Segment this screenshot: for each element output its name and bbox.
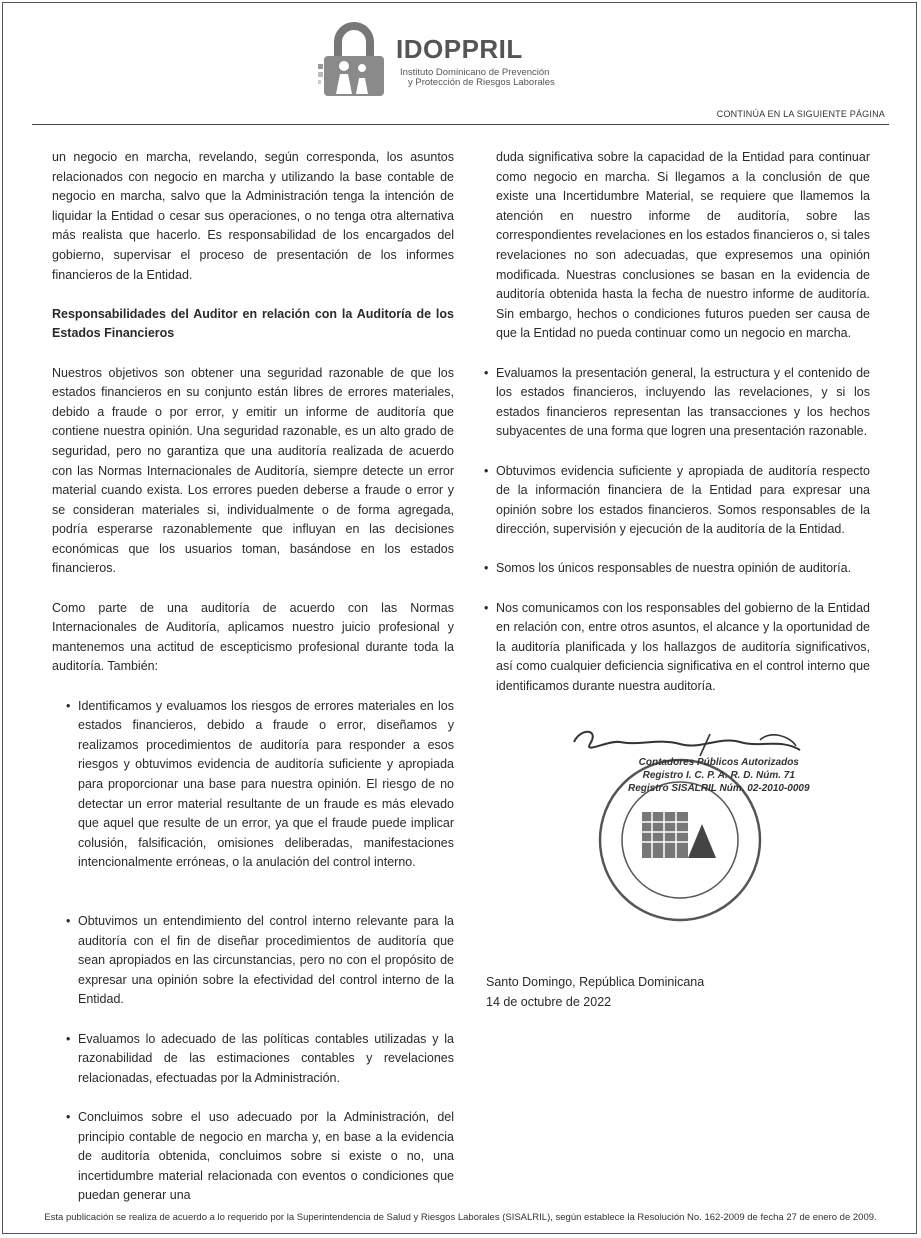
paragraph: un negocio en marcha, revelando, según corresponda, los asuntos relacionados con negocio en marcha y utilizando la base contable de negocio en marcha, salvo que la Administración tenga la intención de liquidar la Entidad o cesar sus operaciones, o no tenga otra alternativa más realista que hacerlo. Es responsabilidad de los encargados del gobierno, supervisar el proceso de presentación de los informes financieros de la Entidad. [52, 150, 454, 282]
place: Santo Domingo, República Dominicana [486, 975, 705, 989]
logo-subtitle-line1: Instituto Dominicano de Prevención [400, 67, 550, 78]
signature-line2: Registro I. C. P. A. R. D. Núm. 71 [642, 770, 795, 781]
signature-line1: Contadores Públicos Autorizados [638, 757, 799, 768]
list-item-text: Identificamos y evaluamos los riesgos de errores materiales en los estados financieros, debido a fraude o error, diseñamos y realizamos procedimientos de auditoría para responder a esos riesgos y obtuvimos evidencia de auditoría suficiente y apropiada para proporcionar una base para nuestra opinión. El riesgo de no detectar un error material resultante de un fraude es más elevado que aquel que resulte de un error, ya que el fraude puede implicar colusión, falsificación, omisiones deliberadas, manifestaciones intencionalmente erróneas, o la anulación del control interno. [78, 698, 454, 870]
list-item [484, 462, 870, 540]
list-item [52, 912, 454, 1010]
header [0, 0, 921, 126]
paragraph: Como parte de una auditoría de acuerdo con las Normas Internacionales de Auditoría, aplicamos nuestro juicio profesional y mantenemos una actitud de escepticismo profesional durante toda la auditoría. También: [52, 600, 454, 674]
list-item [52, 1030, 454, 1089]
list-item-text: Evaluamos la presentación general, la estructura y el contenido de los estados financieros, incluyendo las revelaciones, y si los estados financieros representan las transacciones y los hechos subyacentes de una forma que logren una presentación razonable. [496, 365, 870, 439]
signature-caption [628, 756, 810, 795]
logo [318, 22, 558, 102]
paragraph: Nuestros objetivos son obtener una seguridad razonable de que los estados financieros en su conjunto están libres de errores materiales, debido a fraude o por error, y emitir un informe de auditoría que contiene nuestra opinión. Una seguridad razonable, es un alto grado de seguridad, pero no garantiza que una auditoría realizada de acuerdo con las Normas Internacionales de Auditoría, siempre detecte un error material cuando exista. Los errores pueden deberse a fraude o error y se consideran materiales si, individualmente o de forma agregada, podría esperarse razonablemente que influyan en las decisiones económicas que los usuarios toman, basándose en los estados financieros. [52, 365, 454, 576]
place-and-date [486, 973, 704, 1012]
list-item-text: Evaluamos lo adecuado de las políticas contables utilizadas y la razonabilidad de las estimaciones contables y revelaciones relacionadas, efectuadas por la Administración. [78, 1031, 454, 1085]
header-rule [32, 124, 889, 125]
logo-subtitle-line2: y Protección de Riesgos Laborales [408, 77, 555, 88]
paragraph: duda significativa sobre la capacidad de la Entidad para continuar como negocio en marcha. Si llegamos a la conclusión de que existe una Incertidumbre Material, se requiere que llamemos la atención en nuestro informe de auditoría, sobre las correspondientes revelaciones en los estados financieros o, si tales revelaciones no son adecuadas, que expresemos una opinión modificada. Nuestras conclusiones se basan en la evidencia de auditoría obtenida hasta la fecha de nuestro informe de auditoría. Sin embargo, hechos o condiciones futuros pueden ser causa de que la Entidad no pueda continuar como un negocio en marcha. [496, 150, 870, 341]
continues-next-page: CONTINÚA EN LA SIGUIENTE PÁGINA [716, 109, 885, 119]
bullet: • [66, 913, 71, 928]
bullet: • [66, 1109, 71, 1124]
list-item [52, 697, 454, 873]
signature-stamp [560, 720, 820, 930]
list-item [484, 364, 870, 442]
logo-subtitle [400, 68, 555, 88]
bullet: • [66, 698, 71, 713]
list-item-text: Nos comunicamos con los responsables del gobierno de la Entidad en relación con, entre otros asuntos, el alcance y la oportunidad de la auditoría planificada y los hallazgos de auditoría significativos, así como cualquier deficiencia significativa en el control interno que identificamos durante nuestra auditoría. [496, 600, 870, 694]
list-item [484, 599, 870, 697]
signature-line3: Registro SISALRIL Núm. 02-2010-0009 [628, 783, 810, 794]
idoppril-logo-icon [318, 22, 396, 102]
left-column [52, 148, 454, 1225]
list-item-text: Obtuvimos un entendimiento del control interno relevante para la auditoría con el fin de diseñar procedimientos de auditoría que sean apropiados en las circunstancias, pero no con el propósito de expresar una opinión sobre la efectividad del control interno de la Entidad. [78, 913, 454, 1007]
signature-and-seal-image [560, 720, 820, 930]
bullet: • [484, 365, 489, 380]
list-item-text: Obtuvimos evidencia suficiente y apropiada de auditoría respecto de la información financiera de la Entidad para expresar una opinión sobre los estados financieros. Somos responsables de la dirección, supervisión y ejecución de la auditoría de la Entidad. [496, 463, 870, 537]
logo-title: IDOPPRIL [396, 34, 523, 64]
list-item [484, 559, 870, 579]
bullet: • [484, 600, 489, 615]
bullet: • [484, 561, 489, 576]
section-heading: Responsabilidades del Auditor en relación con la Auditoría de los Estados Financieros [52, 306, 454, 341]
list-item [52, 1108, 454, 1206]
bullet: • [484, 463, 489, 478]
bullet: • [66, 1031, 71, 1046]
list-item-text: Concluimos sobre el uso adecuado por la Administración, del principio contable de negocio en marcha y, en base a la evidencia de auditoría obtenida, concluimos sobre si existe o no, una incertidumbre material relacionada con eventos o condiciones que puedan generar una [78, 1109, 454, 1203]
date: 14 de octubre de 2022 [486, 994, 612, 1009]
right-column [484, 148, 870, 716]
footer-note: Esta publicación se realiza de acuerdo a lo requerido por la Superintendencia de Salud y Riesgos Laborales (SISALRIL), según establece la Resolución No. 162-2009 de fecha 27 de enero de 2009. [44, 1212, 877, 1223]
list-item-text: Somos los únicos responsables de nuestra opinión de auditoría. [496, 561, 852, 576]
